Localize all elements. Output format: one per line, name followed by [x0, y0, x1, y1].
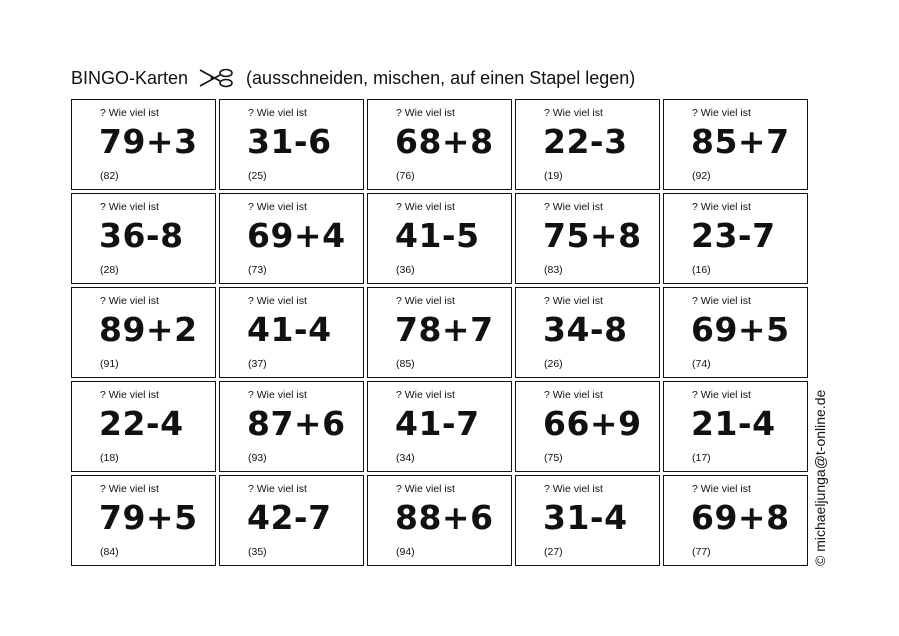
card-question: ? Wie viel ist [692, 107, 751, 119]
card-question: ? Wie viel ist [396, 483, 455, 495]
card-answer: (28) [100, 264, 119, 276]
card-question: ? Wie viel ist [396, 389, 455, 401]
card-answer: (34) [396, 452, 415, 464]
card-expression: 68+8 [395, 122, 494, 161]
card-question: ? Wie viel ist [544, 483, 603, 495]
bingo-card [219, 381, 364, 472]
card-question: ? Wie viel ist [248, 201, 307, 213]
bingo-card [219, 193, 364, 284]
card-expression: 69+4 [247, 216, 346, 255]
card-answer: (19) [544, 170, 563, 182]
card-expression: 69+5 [691, 310, 790, 349]
bingo-card [515, 475, 660, 566]
card-answer: (94) [396, 546, 415, 558]
card-answer: (91) [100, 358, 119, 370]
card-answer: (18) [100, 452, 119, 464]
bingo-card [367, 287, 512, 378]
card-expression: 79+5 [99, 498, 198, 537]
page-header [71, 66, 635, 90]
card-expression: 69+8 [691, 498, 790, 537]
bingo-card-grid [71, 99, 808, 566]
card-question: ? Wie viel ist [544, 389, 603, 401]
card-expression: 89+2 [99, 310, 198, 349]
card-answer: (36) [396, 264, 415, 276]
copyright-credit: © michaeljunga@t-online.de [812, 389, 828, 566]
card-question: ? Wie viel ist [544, 295, 603, 307]
card-expression: 85+7 [691, 122, 790, 161]
card-answer: (83) [544, 264, 563, 276]
bingo-card [367, 99, 512, 190]
bingo-card [367, 475, 512, 566]
bingo-card [71, 381, 216, 472]
bingo-card [219, 475, 364, 566]
card-expression: 22-3 [543, 122, 628, 161]
card-question: ? Wie viel ist [544, 107, 603, 119]
page-title: BINGO-Karten [71, 67, 189, 88]
card-question: ? Wie viel ist [100, 295, 159, 307]
bingo-card [663, 381, 808, 472]
card-question: ? Wie viel ist [248, 483, 307, 495]
card-expression: 75+8 [543, 216, 642, 255]
scissors-icon [198, 67, 236, 89]
bingo-card [71, 193, 216, 284]
card-expression: 31-6 [247, 122, 332, 161]
card-expression: 31-4 [543, 498, 628, 537]
bingo-card [663, 193, 808, 284]
card-question: ? Wie viel ist [248, 295, 307, 307]
card-question: ? Wie viel ist [100, 483, 159, 495]
card-answer: (17) [692, 452, 711, 464]
card-question: ? Wie viel ist [692, 483, 751, 495]
card-question: ? Wie viel ist [692, 389, 751, 401]
card-question: ? Wie viel ist [100, 107, 159, 119]
bingo-card [71, 99, 216, 190]
page-instructions: (ausschneiden, mischen, auf einen Stapel legen) [246, 67, 636, 88]
card-answer: (84) [100, 546, 119, 558]
card-answer: (74) [692, 358, 711, 370]
bingo-card [663, 287, 808, 378]
bingo-card [515, 193, 660, 284]
bingo-card [71, 475, 216, 566]
card-question: ? Wie viel ist [544, 201, 603, 213]
card-expression: 79+3 [99, 122, 198, 161]
bingo-card [71, 287, 216, 378]
card-expression: 42-7 [247, 498, 332, 537]
bingo-card [219, 99, 364, 190]
card-question: ? Wie viel ist [100, 389, 159, 401]
card-answer: (26) [544, 358, 563, 370]
card-question: ? Wie viel ist [248, 389, 307, 401]
card-answer: (93) [248, 452, 267, 464]
card-expression: 88+6 [395, 498, 494, 537]
card-answer: (76) [396, 170, 415, 182]
card-expression: 22-4 [99, 404, 184, 443]
card-answer: (92) [692, 170, 711, 182]
card-expression: 23-7 [691, 216, 776, 255]
card-expression: 34-8 [543, 310, 628, 349]
card-expression: 41-7 [395, 404, 480, 443]
card-expression: 41-5 [395, 216, 480, 255]
card-expression: 21-4 [691, 404, 776, 443]
card-answer: (25) [248, 170, 267, 182]
card-question: ? Wie viel ist [396, 201, 455, 213]
card-answer: (85) [396, 358, 415, 370]
card-question: ? Wie viel ist [248, 107, 307, 119]
card-expression: 66+9 [543, 404, 642, 443]
card-answer: (77) [692, 546, 711, 558]
bingo-card [515, 287, 660, 378]
card-answer: (73) [248, 264, 267, 276]
bingo-card [663, 475, 808, 566]
bingo-card [515, 99, 660, 190]
card-question: ? Wie viel ist [396, 295, 455, 307]
card-expression: 36-8 [99, 216, 184, 255]
card-question: ? Wie viel ist [100, 201, 159, 213]
card-answer: (75) [544, 452, 563, 464]
bingo-card [515, 381, 660, 472]
card-expression: 87+6 [247, 404, 346, 443]
card-answer: (27) [544, 546, 563, 558]
bingo-card [367, 381, 512, 472]
bingo-card [219, 287, 364, 378]
card-expression: 78+7 [395, 310, 494, 349]
card-answer: (37) [248, 358, 267, 370]
card-expression: 41-4 [247, 310, 332, 349]
card-answer: (16) [692, 264, 711, 276]
card-question: ? Wie viel ist [396, 107, 455, 119]
bingo-card [663, 99, 808, 190]
card-question: ? Wie viel ist [692, 201, 751, 213]
card-answer: (35) [248, 546, 267, 558]
card-answer: (82) [100, 170, 119, 182]
card-question: ? Wie viel ist [692, 295, 751, 307]
bingo-card [367, 193, 512, 284]
